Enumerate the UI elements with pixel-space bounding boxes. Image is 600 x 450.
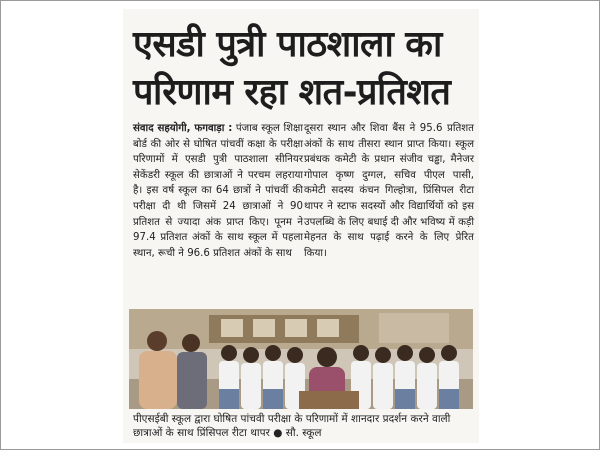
- left-column-text: पंजाब स्कूल शिक्षा बोर्ड की ओर से घोषित पांचवीं कक्षा के परीक्षा परिणामों में एसडी पुत्री पाठशाला सीनियर सेकेंडरी स्कूल की छात्राओं ने परचम लहराया है। इस वर्ष स्कूल का 64 छात्रों ने पांचवीं की परीक्षा दी थी जिसमें 24 छात्राओं ने 90 प्रतिशत से ज्यादा अंक प्राप्त किए। पूनम ने 97.4 प्रतिशत अंकों के साथ स्कूल में पहला स्थान, रूची ने 96.6 प्रतिशत अंकों के साथ: [133, 123, 303, 259]
- group-photo: [129, 309, 473, 409]
- dateline: संवाद सहयोगी, फगवाड़ा :: [133, 123, 233, 134]
- newspaper-clipping: [123, 9, 479, 443]
- group-photo-illustration: [129, 309, 473, 409]
- right-column-text: दूसरा स्थान और शिवा बैंस ने 95.6 प्रतिशत अंकों के साथ तीसरा स्थान प्राप्त किया। स्कूल प्रबंधक कमेटी के प्रधान संजीव चड्ढा, मैनेजर गोपाल कृष्ण दुग्गल, सचिव पीएल पासी, कमेटी सदस्य कंचन गिल्होत्रा, प्रिंसिपल रीटा थापर ने स्टाफ सदस्यों और विद्यार्थियों को इस उपलब्धि के लिए बधाई दी और भविष्य में कड़ी मेहनत के साथ पढ़ाई करने के लिए प्रेरित किया।: [304, 123, 474, 259]
- headline-line-1: एसडी पुत्री पाठशाला का: [133, 24, 442, 65]
- headline-line-2: परिणाम रहा शत-प्रतिशत: [133, 72, 451, 113]
- article-column-right: [304, 121, 474, 261]
- photo-caption: पीएसईबी स्कूल द्वारा घोषित पांचवी परीक्षा के परिणामों में शानदार प्रदर्शन करने वाली छात्राओं के साथ प्रिंसिपल रीटा थापर ● सौ. स्कूल: [133, 413, 451, 439]
- article-column-left: [133, 121, 303, 261]
